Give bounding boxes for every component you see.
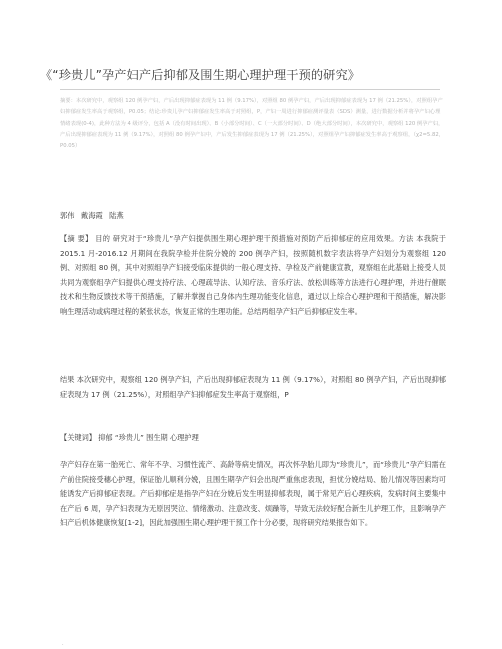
results-paragraph: 结果 本次研究中，观察组 120 例孕产妇，产后出现抑郁症表现为 11 例（9.17%），对照组 80 例孕产妇，产后出现抑郁症表现为 17 例（21.25%），对照组孕产妇抑郁症发生率高于观察组，P (60, 375, 446, 399)
keywords-paragraph: 【关键词】 抑郁 “珍贵儿” 围生期 心理护理 (60, 433, 199, 442)
page-title: 《“珍贵儿”孕产妇产后抑郁及围生期心理护理干预的研究》 (40, 68, 361, 82)
page-bottom-mark: . (62, 641, 64, 647)
authors-line: 郭伟 戴海霞 陆燕 (60, 211, 124, 220)
abstract-paragraph: 【摘 要】 目的 研究对于“珍贵儿”孕产妇提供围生期心理护理干预措施对预防产后抑郁症的应用效果。方法 本我院于 2015.1 月-2016.12 月期间在我院孕检并住院分娩的 200 例孕产妇，按照随机数字表法将孕产妇划分为观察组 120 例、对照组 80 例，其中对照组孕产妇接受临床提供的一般心理支持、孕检及产前健康宣教，观察组在此基础上接受人员共同为观察组孕产妇提供心理支持疗法、心理疏导法、认知疗法、音乐疗法、放松训练等方法进行心理护理，并进行催眠技术和生物反馈技术等干预措施，了解并掌握自己身体内生理功能变化信息，通过以上综合心理护理和干预措施，解决影响生理活动或病理过程的紧张状态，恢复正常的生理功能。总结两组孕产妇产后抑郁症发生率。 (60, 234, 446, 316)
title-divider (60, 89, 440, 90)
intro-paragraph: 孕产妇存在第一胎死亡、常年不孕、习惯性流产、高龄等病史情况，再次怀孕胎儿即为“珍贵儿”，而“珍贵儿”孕产妇需在产前住院接受穗心护理，保证胎儿顺利分娩，且围生期孕产妇会出现严重焦虑表现，担忧分娩结局、胎儿情况等因素均可能诱发产后抑郁症表现。产后抑郁症是指孕产妇在分娩后发生明显抑郁表现，属于常见产后心理疾病，发病时间主要集中在产后 6 周，孕产妇表现为无原因哭泣、情绪激动、注意改变、烦躁等，导致无法较好配合新生儿护理工作，且影响孕产妇产后机体健康恢复[1-2]，因此加强围生期心理护理干预工作十分必要，现将研究结果报告如下。 (60, 460, 446, 528)
grey-abstract: 摘要：本次研究中，观察组 120 例孕产妇，产后出现抑郁症表现为 11 例（9.17%），对照组 80 例孕产妇，产后出现抑郁症表现为 17 例（21.25%），对照组孕产妇抑郁症发生率高于观察组，P0.05；结论:珍贵儿孕产妇抑郁症发生率高于对照组，P，产妇一周进行抑郁症测评量表（SDS）测量，进行数据分析并将孕产妇心理情绪表现(0-4)，此种方法为 4 级评分，包括 A（没有时间出现）、B（小部分时间）、C（一大部分时间）、D（绝大部分时间），本次研究中，观察组 120 例孕产妇，产后出现抑郁症表现为 11 例（9.17%），对照组 80 例孕产妇中，产后发生抑郁症表现为 17 例（21.25%），对照组孕产妇抑郁症发生率高于观察组，（χ2=5.82，P0.05） (60, 98, 444, 150)
